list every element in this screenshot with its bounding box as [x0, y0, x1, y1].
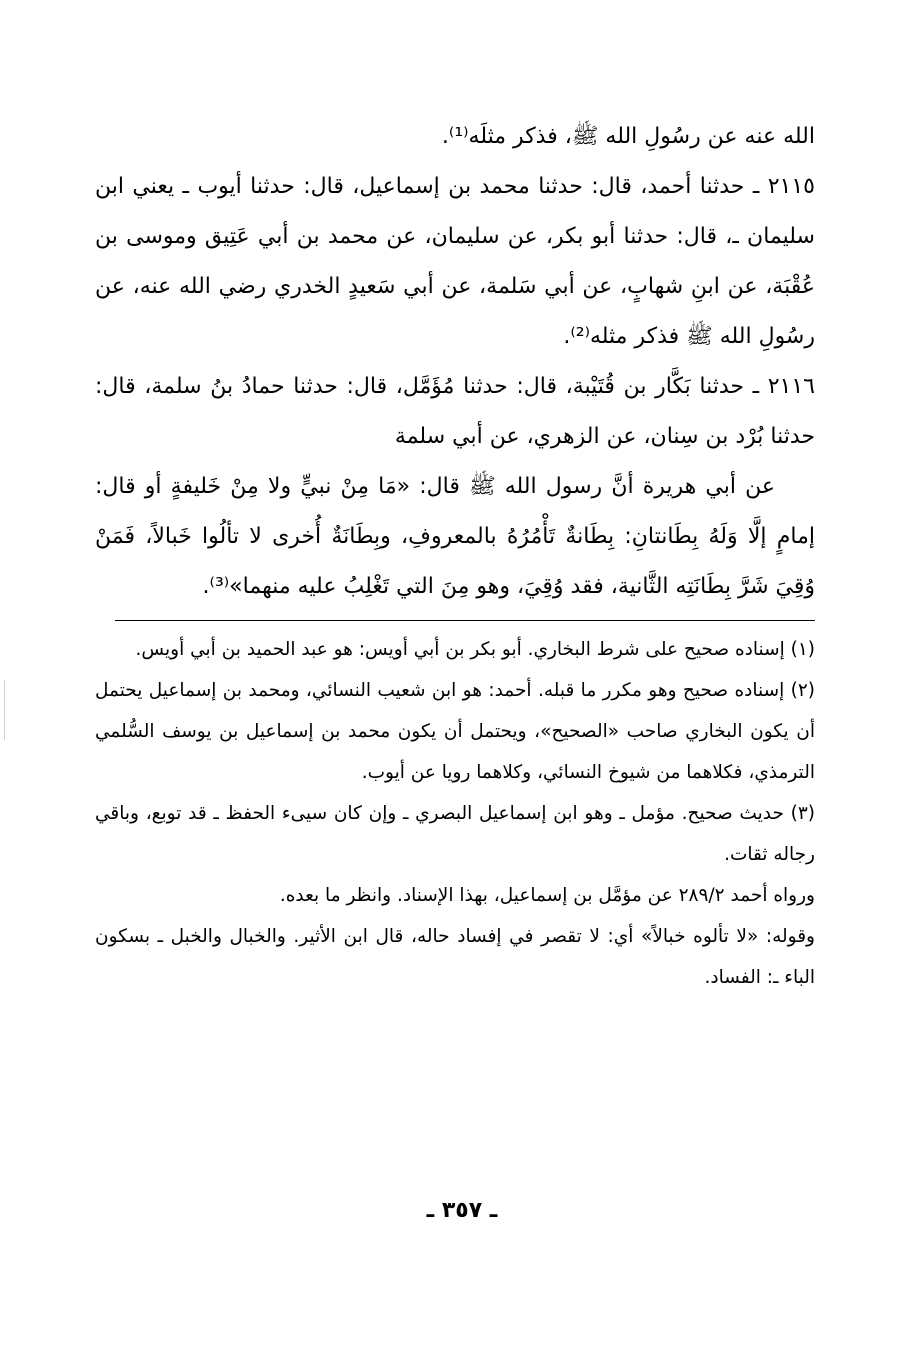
footnote-2: (٢) إسناده صحيح وهو مكرر ما قبله. أحمد: هو ابن شعيب النسائي، ومحمد بن إسماعيل يحتمل أن يكون البخاري صاحب «الصحيح»، ويحتمل أن يكون محمد بن إسماعيل بن يوسف السُّلمي الترمذي، فكلاهما من شيوخ النسائي، وكلاهما رويا عن أيوب.: [95, 680, 815, 783]
footnote-3-continuation-2: وقوله: «لا تألوه خبالاً» أي: لا تقصر في إفساد حاله، قال ابن الأثير. والخبال والخبل ـ بسكون الباء ـ: الفساد.: [95, 926, 815, 988]
footnote-3: (٣) حديث صحيح. مؤمل ـ وهو ابن إسماعيل البصري ـ وإن كان سيىء الحفظ ـ قد توبع، وباقي رجاله ثقات.: [95, 803, 815, 865]
hadith-2116-chain: ٢١١٦ ـ حدثنا بَكَّار بن قُتَيْبة، قال: حدثنا مُؤَمَّل، قال: حدثنا حمادُ بنُ سلمة، قال: حدثنا بُرْد بن سِنان، عن الزهري، عن أبي سلمة: [95, 374, 815, 449]
footnote-3-continuation-1: ورواه أحمد ٢٨٩/٢ عن مؤمَّل بن إسماعيل، بهذا الإسناد. وانظر ما بعده.: [279, 885, 815, 906]
page-body: [95, 112, 815, 998]
main-text: [95, 112, 815, 612]
hadith-2116-text: عن أبي هريرة أنَّ رسول الله ﷺ قال: «مَا مِنْ نبيٍّ ولا مِنْ خَليفةٍ أو قال: إمامٍ إلَّا وَلَهُ بِطَانتانِ: بِطَانةٌ تَأْمُرُهُ بالمعروفِ، وبِطَانَةٌ أُخرى لا تألُوا خَبالاً، فَمَنْ وُقِيَ شَرَّ بِطَانَتِه الثَّانية، فقد وُقِيَ، وهو مِنَ التي تَغْلِبُ عليه منهما»⁽³⁾.: [95, 474, 815, 599]
page-number: ـ ٣٥٧ ـ: [426, 1198, 498, 1223]
paragraph-continuation: الله عنه عن رسُولِ الله ﷺ، فذكر مثلَه⁽¹⁾.: [441, 124, 815, 149]
footnote-1: (١) إسناده صحيح على شرط البخاري. أبو بكر بن أبي أويس: هو عبد الحميد بن أبي أويس.: [135, 639, 815, 660]
footnotes: [95, 629, 815, 998]
scan-margin-mark: [4, 680, 5, 740]
footnote-divider: [115, 620, 815, 621]
hadith-2115: ٢١١٥ ـ حدثنا أحمد، قال: حدثنا محمد بن إسماعيل، قال: حدثنا أيوب ـ يعني ابن سليمان ـ، قال: حدثنا أبو بكر، عن سليمان، عن محمد بن أبي عَتِيق وموسى بن عُقْبَة، عن ابنِ شهابٍ، عن أبي سَلمة، عن أبي سَعيدٍ الخدري رضي الله عنه، عن رسُولِ الله ﷺ فذكر مثله⁽²⁾.: [95, 174, 815, 349]
